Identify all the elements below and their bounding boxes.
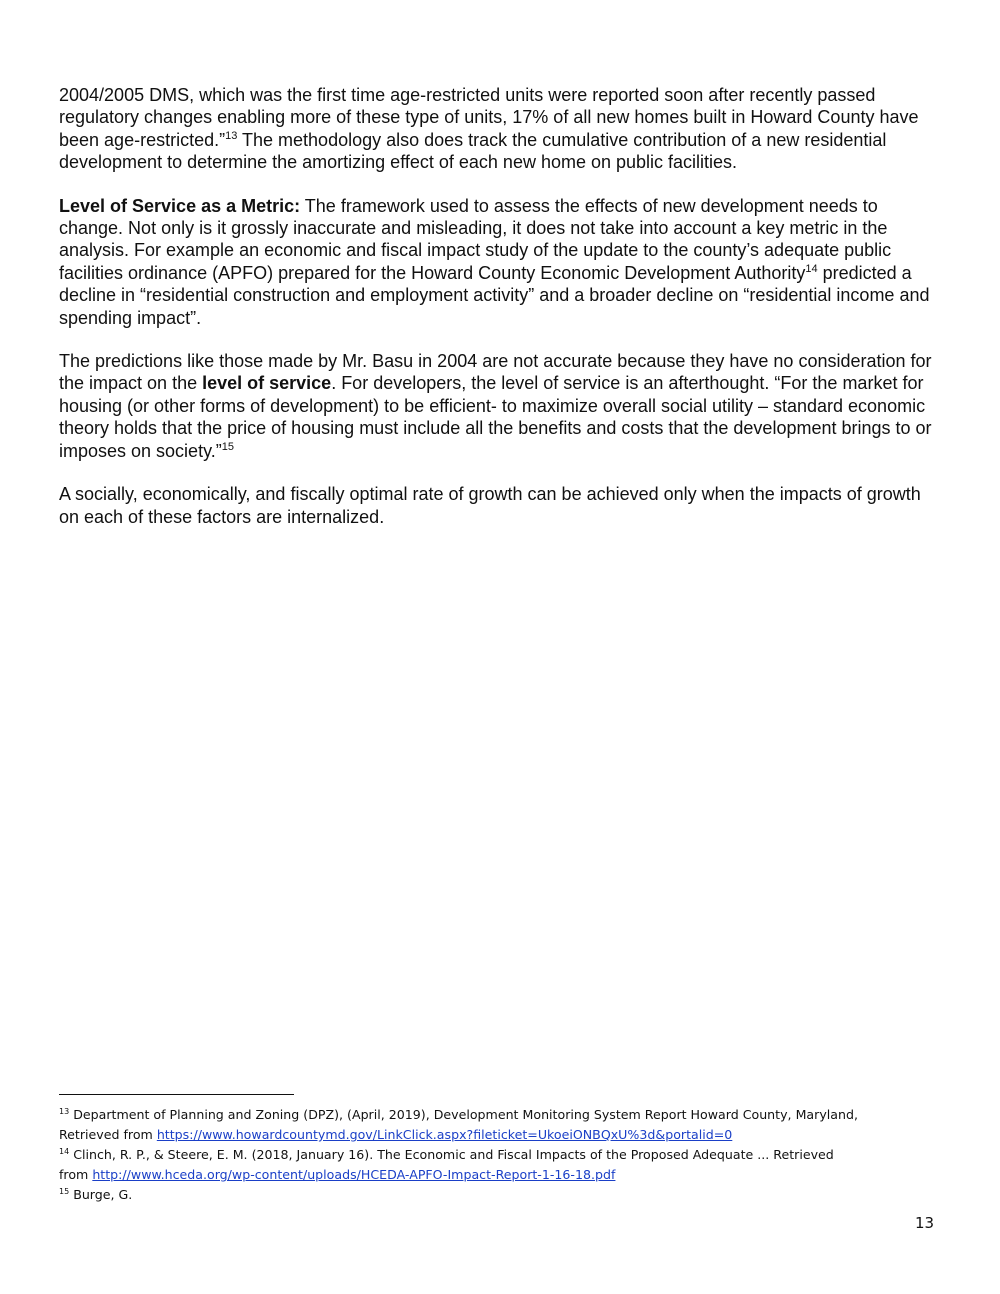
footnote-ref-15[interactable]: 15 bbox=[221, 440, 234, 453]
paragraph-text: . For developers, the level of service is an afterthought. “For the market for housing (or other forms of development) to be efficient- to maximize overall social utility – standard economic theory holds that the price of housing must include all the benefits and costs that the development brings to or imposes on society.” bbox=[59, 373, 932, 461]
paragraph-optimal-growth bbox=[59, 483, 943, 528]
footnote-text: from bbox=[59, 1167, 93, 1182]
bold-term: level of service bbox=[202, 373, 332, 394]
footnote-14 bbox=[59, 1145, 959, 1165]
section-heading-inline: Level of Service as a Metric: bbox=[59, 195, 301, 216]
paragraph-text: A socially, economically, and fiscally optimal rate of growth can be achieved only when the impacts of growth on each of these factors are internalized. bbox=[59, 484, 921, 527]
footnote-number: 15 bbox=[59, 1186, 70, 1196]
paragraph-text: 2004/2005 DMS, which was the first time age-restricted units were reported soon after recently passed regulatory changes enabling more of these type of units, 17% of all new homes built in Howard County have been age-restricted.” bbox=[59, 85, 919, 150]
footnote-text: Burge, G. bbox=[69, 1187, 133, 1202]
footnote-13-link[interactable]: https://www.howardcountymd.gov/LinkClick.aspx?fileticket=UkoeiONBQxU%3d&portalid=0 bbox=[156, 1127, 733, 1142]
footnote-14-continued bbox=[59, 1165, 959, 1185]
footnote-15 bbox=[59, 1185, 959, 1205]
paragraph-text: The predictions like those made by Mr. Basu in 2004 are not accurate because they have no consideration for the impact on the bbox=[59, 351, 932, 394]
footnote-13-continued bbox=[59, 1125, 959, 1145]
paragraph-dms-age-restricted bbox=[59, 84, 943, 174]
paragraph-text: The methodology also does track the cumulative contribution of a new residential development to determine the amortizing effect of each new home on public facilities. bbox=[59, 129, 887, 173]
footnote-14-link[interactable]: http://www.hceda.org/wp-content/uploads/HCEDA-APFO-Impact-Report-1-16-18.pdf bbox=[92, 1167, 616, 1182]
paragraph-text: predicted a decline in “residential construction and employment activity” and a broader decline on “residential income and spending impact”. bbox=[59, 262, 930, 328]
page-number: 13 bbox=[915, 1214, 935, 1232]
paragraph-level-of-service bbox=[59, 195, 943, 329]
footnote-text: Retrieved from bbox=[59, 1127, 157, 1142]
footnotes-section bbox=[59, 1094, 959, 1205]
footnote-divider bbox=[59, 1094, 294, 1095]
footnote-text: Clinch, R. P., & Steere, E. M. (2018, January 16). The Economic and Fiscal Impacts of the Proposed Adequate ... Retrieved bbox=[69, 1147, 834, 1162]
footnote-ref-14[interactable]: 14 bbox=[805, 262, 818, 275]
footnote-text: Department of Planning and Zoning (DPZ), (April, 2019), Development Monitoring System Report Howard County, Maryland, bbox=[69, 1107, 858, 1122]
paragraph-text: The framework used to assess the effects of new development needs to change. Not only is it grossly inaccurate and misleading, it does not take into account a key metric in the analysis. For example an economic and fiscal impact study of the update to the county’s adequate public facilities ordinance (APFO) prepared for the Howard County Economic Development Authority bbox=[59, 195, 892, 283]
footnote-13 bbox=[59, 1105, 959, 1125]
footnote-ref-13[interactable]: 13 bbox=[225, 129, 238, 142]
paragraph-predictions bbox=[59, 350, 943, 462]
footnote-number: 14 bbox=[59, 1146, 70, 1156]
document-body bbox=[59, 84, 943, 549]
footnote-number: 13 bbox=[59, 1106, 70, 1116]
